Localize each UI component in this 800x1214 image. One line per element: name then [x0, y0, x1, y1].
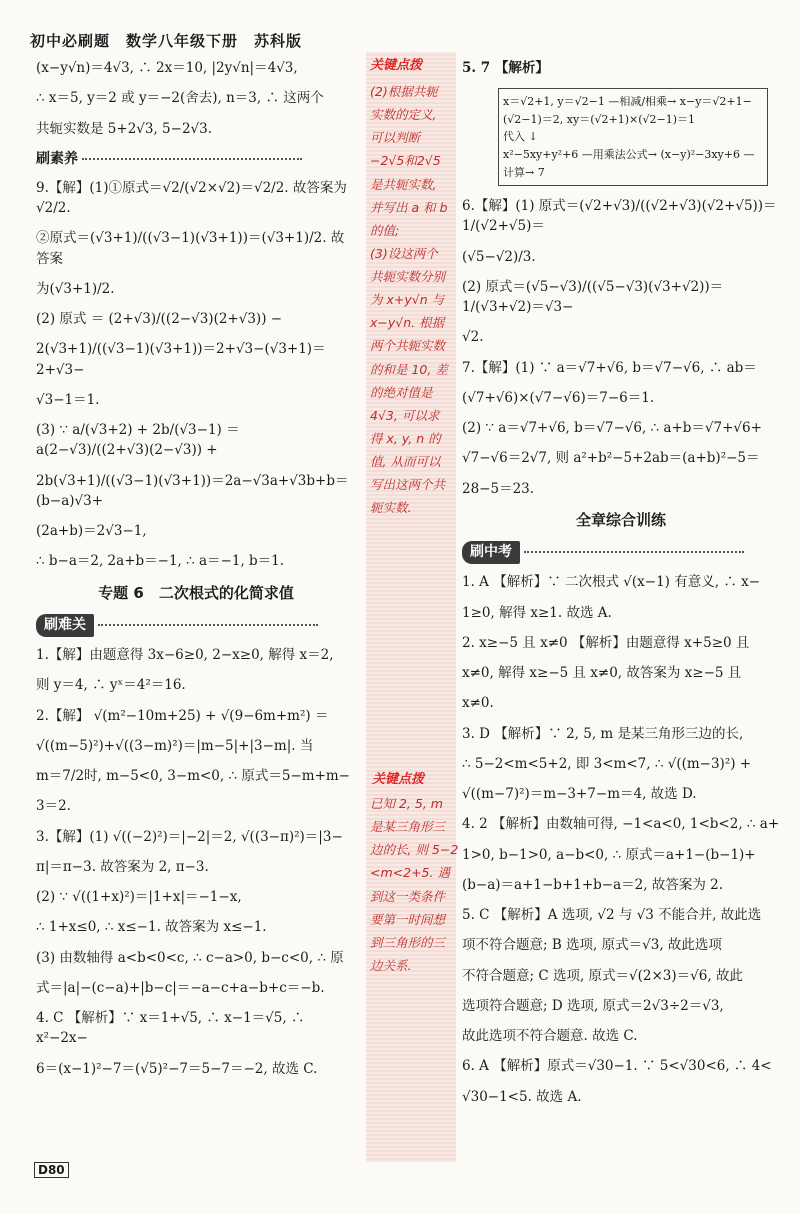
text-line: 不符合题意; C 选项, 原式＝√(2×3)＝√6, 故此 [462, 967, 743, 984]
text-line: 28−5＝23. [462, 480, 535, 497]
section-label: 刷难关 [36, 614, 94, 637]
section-heading [36, 149, 356, 170]
sidebar-line: 值, 从而可以 [370, 454, 441, 470]
sidebar-line: 共轭实数分别 [370, 269, 446, 285]
sidebar-line: 4√3, 可以求 [370, 407, 440, 423]
text-line: 为(√3+1)/2. [36, 280, 115, 297]
problem-9 [36, 178, 356, 572]
key-point-title: 关键点拨 [372, 772, 425, 787]
text-line: (b−a)＝a+1−b+1+b−a＝2, 故答案为 2. [462, 876, 723, 893]
text-line: x≠0, 解得 x≥−5 且 x≠0, 故答案为 x≥−5 且 [462, 665, 742, 682]
text-line: (3) 由数轴得 a<b<0<c, ∴ c−a>0, b−c<0, ∴ 原 [36, 949, 344, 966]
text-line: √3−1＝1. [36, 391, 100, 408]
text-line: 2b(√3+1)/((√3−1)(√3+1))＝2a−√3a+√3b+b＝(b−a)√3+ [36, 472, 349, 509]
sidebar-line: (2)根据共轭 [370, 84, 438, 100]
text-line: 6＝(x−1)²−7＝(√5)²−7＝5−7＝−2, 故选 C. [36, 1060, 318, 1077]
sidebar-line: 到这一类条件 [370, 888, 446, 904]
page-header: 初中必刷题 数学八年级下册 苏科版 [30, 32, 303, 50]
problem-5-title: 5. 7 【解析】 [462, 60, 549, 76]
sidebar-line: 得 x, y, n 的 [370, 430, 441, 446]
left-column [36, 58, 356, 1089]
text-line: 2(√3+1)/((√3−1)(√3+1))＝2+√3−(√3+1)＝2+√3− [36, 341, 326, 378]
text-line: ∴ 1+x≤0, ∴ x≤−1. 故答案为 x≤−1. [36, 919, 267, 936]
text-line: (2) ∵ a＝√7+√6, b＝√7−√6, ∴ a+b＝√7+√6+ [462, 420, 762, 437]
text-line: 6. A 【解析】原式＝√30−1. ∵ 5<√30<6, ∴ 4< [462, 1058, 772, 1075]
sidebar-line: x−y√n. 根据 [370, 315, 445, 331]
right-column [462, 58, 780, 1117]
intro-solution [36, 58, 356, 139]
text-line: 2.【解】 √(m²−10m+25) + √(9−6m+m²) ＝ [36, 707, 329, 724]
sidebar-line: 要第一时间想 [370, 911, 446, 927]
problem-list [462, 572, 780, 1107]
sidebar-line: 轭实数. [370, 500, 412, 516]
problem-list [36, 645, 356, 1079]
text-line: 3.【解】(1) √((−2)²)＝|−2|＝2, √((3−π)²)＝|3− [36, 828, 343, 845]
flow-step: 代入 ↓ [503, 130, 538, 144]
sidebar-line: 是某三角形三 [370, 819, 446, 835]
text-line: 选项符合题意; D 选项, 原式＝2√3÷2＝√3, [462, 997, 724, 1014]
sidebar-line: 的绝对值是 [370, 384, 433, 400]
divider-dots [98, 624, 318, 626]
divider-dots [524, 551, 744, 553]
text-line: 9.【解】(1)①原式＝√2/(√2×√2)＝√2/2. 故答案为√2/2. [36, 179, 347, 216]
text-line: 1>0, b−1>0, a−b<0, ∴ 原式＝a+1−(b−1)+ [462, 846, 756, 863]
flow-step: x＝√2+1, y＝√2−1 —相减/相乘→ x−y＝√2+1−(√2−1)＝2, xy＝(√2+1)×(√2−1)＝1 [503, 95, 752, 126]
text-line: (√5−√2)/3. [462, 248, 536, 265]
text-line: (√7+√6)×(√7−√6)＝7−6＝1. [462, 389, 655, 406]
text-line: ∴ x＝5, y＝2 或 y＝−2(舍去), n＝3, ∴ 这两个 [36, 90, 324, 107]
sidebar-line: 的值; [370, 222, 400, 238]
text-line: ∴ b−a＝2, 2a+b＝−1, ∴ a＝−1, b＝1. [36, 553, 285, 570]
text-line: 3. D 【解析】∵ 2, 5, m 是某三角形三边的长, [462, 725, 744, 742]
text-line: 6.【解】(1) 原式＝(√2+√3)/((√2+√3)(√2+√5))＝1/(√2+√5)＝ [462, 198, 777, 235]
sidebar-line: 边的长, 则 5−2 [370, 842, 459, 858]
problem-6 [462, 196, 780, 348]
sidebar-line: 边关系. [370, 957, 412, 973]
page-number: D80 [34, 1162, 69, 1178]
sidebar-line: −2√5和2√5 [370, 153, 441, 169]
key-point-block [366, 792, 464, 977]
text-line: (2) ∵ √((1+x)²)＝|1+x|＝−1−x, [36, 889, 242, 905]
text-line: 7.【解】(1) ∵ a＝√7+√6, b＝√7−√6, ∴ ab＝ [462, 359, 757, 376]
text-line: √((m−7)²)＝m−3+7−m＝4, 故选 D. [462, 786, 697, 803]
sidebar-line: 实数的定义, [370, 107, 437, 123]
text-line: 4. 2 【解析】由数轴可得, −1<a<0, 1<b<2, ∴ a+ [462, 816, 780, 833]
text-line: √30−1<5. 故选 A. [462, 1088, 582, 1105]
text-line: (2a+b)＝2√3−1, [36, 523, 147, 539]
text-line: 项不符合题意; B 选项, 原式＝√3, 故此选项 [462, 937, 722, 954]
topic-title: 全章综合训练 [575, 510, 666, 529]
sidebar-line: 写出这两个共 [370, 477, 446, 493]
text-line: 5. C 【解析】A 选项, √2 与 √3 不能合并, 故此选 [462, 907, 762, 924]
text-line: √((m−5)²)+√((3−m)²)＝|m−5|+|3−m|. 当 [36, 737, 314, 754]
text-line: 则 y＝4, ∴ yˣ＝4²＝16. [36, 677, 186, 694]
text-line: 式＝|a|−(c−a)+|b−c|＝−a−c+a−b+c＝−b. [36, 979, 325, 996]
problem-7 [462, 358, 780, 499]
text-line: 1.【解】由题意得 3x−6≥0, 2−x≥0, 解得 x＝2, [36, 647, 334, 663]
text-line: π|＝π−3. 故答案为 2, π−3. [36, 858, 209, 875]
text-line: 1≥0, 解得 x≥1. 故选 A. [462, 604, 612, 621]
section-label: 刷中考 [462, 541, 520, 564]
key-point-title: 关键点拨 [370, 58, 423, 73]
section-heading [36, 614, 356, 637]
text-line: (2) 原式＝(√5−√3)/((√5−√3)(√3+√2))＝1/(√3+√2)＝√3− [462, 278, 724, 316]
sidebar-line: <m<2+5. 遇 [370, 865, 450, 881]
sidebar-line: 的和是 10, 差 [370, 361, 448, 377]
text-line: 共轭实数是 5+2√3, 5−2√3. [36, 120, 213, 137]
text-line: x≠0. [462, 695, 494, 712]
sidebar-line: 是共轭实数, [370, 176, 437, 192]
text-line: (2) 原式 ＝ (2+√3)/((2−√3)(2+√3)) − [36, 311, 283, 327]
text-line: 故此选项不符合题意. 故选 C. [462, 1028, 638, 1045]
key-point-block [366, 54, 456, 519]
text-line: 2. x≥−5 且 x≠0 【解析】由题意得 x+5≥0 且 [462, 634, 750, 651]
topic-title: 专题 6 二次根式的化简求值 [98, 583, 294, 602]
sidebar-line: 并写出 a 和 b [370, 199, 448, 215]
text-line: √2. [462, 329, 484, 346]
text-line: ∴ 5−2<m<5+2, 即 3<m<7, ∴ √((m−3)²) + [462, 755, 752, 772]
sidebar-line: 为 x+y√n 与 [370, 292, 445, 308]
text-line: 1. A 【解析】∵ 二次根式 √(x−1) 有意义, ∴ x− [462, 574, 761, 591]
sidebar-line: 两个共轭实数 [370, 338, 446, 354]
sidebar-line: 已知 2, 5, m [370, 796, 443, 811]
text-line: √7−√6＝2√7, 则 a²+b²−5+2ab＝(a+b)²−5＝ [462, 450, 760, 467]
divider-dots [82, 158, 302, 160]
text-line: 3＝2. [36, 798, 71, 815]
sidebar-line: (3)设这两个 [370, 245, 438, 261]
flow-step: x²−5xy+y²+6 —用乘法公式→ (x−y)²−3xy+6 —计算→ 7 [503, 148, 755, 179]
key-points-sidebar [366, 52, 459, 1162]
text-line: (x−y√n)＝4√3, ∴ 2x＝10, |2y√n|＝4√3, [36, 60, 298, 76]
text-line: (3) ∵ a/(√3+2) + 2b/(√3−1) ＝ a(2−√3)/((2+√3)(2−√3)) + [36, 422, 240, 459]
flow-diagram [498, 88, 768, 186]
text-line: m＝7/2时, m−5<0, 3−m<0, ∴ 原式＝5−m+m− [36, 768, 350, 784]
sidebar-line: 可以判断 [370, 130, 421, 146]
text-line: ②原式＝(√3+1)/((√3−1)(√3+1))＝(√3+1)/2. 故答案 [36, 230, 345, 267]
section-label: 刷素养 [36, 150, 78, 167]
text-line: 4. C 【解析】∵ x＝1+√5, ∴ x−1＝√5, ∴ x²−2x− [36, 1010, 305, 1047]
sidebar-line: 到三角形的三 [370, 934, 446, 950]
section-heading [462, 541, 780, 564]
